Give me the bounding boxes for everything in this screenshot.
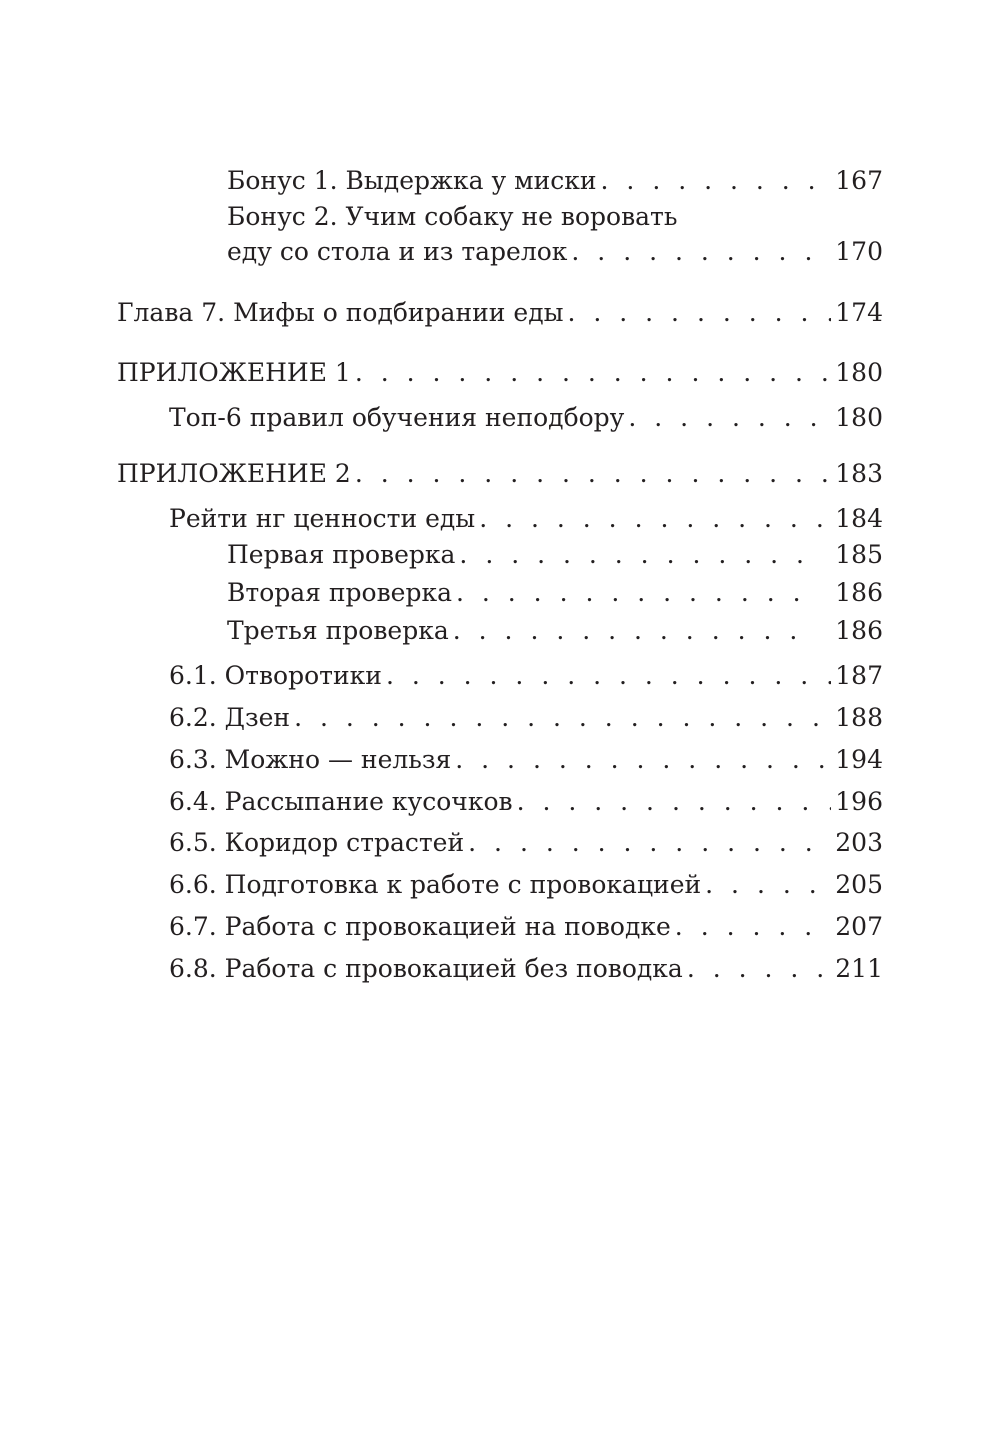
- toc-entry-page: 188: [835, 703, 883, 732]
- toc-entry-page: 186: [835, 578, 883, 607]
- toc-leader-dots: [459, 540, 817, 570]
- toc-leader-dots: [355, 459, 831, 489]
- toc-leader-dots: [479, 504, 831, 534]
- toc-entry-title: 6.3. Можно — нельзя: [169, 745, 452, 774]
- toc-entry-bonus-2: [227, 237, 883, 267]
- toc-leader-dots: [601, 166, 818, 196]
- toc-entry-page: 167: [835, 166, 883, 195]
- toc-entry-title: Топ-6 правил обучения неподбору: [169, 403, 625, 432]
- toc-entry-title: Первая проверка: [227, 540, 456, 569]
- toc-entry-page: 185: [835, 540, 883, 569]
- toc-entry-page: 203: [835, 828, 883, 857]
- toc-entry-check-1: [227, 540, 883, 570]
- toc-leader-dots: [571, 237, 817, 267]
- toc-entry-6-6: [169, 870, 883, 900]
- toc-leader-dots: [294, 703, 831, 733]
- toc-entry-title: ПРИЛОЖЕНИЕ 2: [117, 459, 351, 488]
- toc-entry-title: еду со стола и из тарелок: [227, 237, 568, 266]
- toc-entry-title: 6.5. Коридор страстей: [169, 828, 465, 857]
- toc-entry-appendix-2: [117, 459, 883, 489]
- toc-entry-title: Третья проверка: [227, 616, 449, 645]
- toc-entry-page: 184: [835, 504, 883, 533]
- toc-leader-dots: [517, 787, 832, 817]
- toc-leader-dots: [628, 403, 831, 433]
- toc-entry-title: 6.1. Отворотики: [169, 661, 382, 690]
- toc-entry-6-4: [169, 787, 883, 817]
- toc-leader-dots: [456, 578, 817, 608]
- toc-entry-6-1: [169, 661, 883, 691]
- toc-entry-bonus-1: [227, 166, 883, 196]
- toc-leader-dots: [386, 661, 831, 691]
- toc-leader-dots: [453, 616, 818, 646]
- toc-entry-page: 207: [835, 912, 883, 941]
- toc-entry-page: 183: [835, 459, 883, 488]
- toc-entry-title: 6.8. Работа с провокацией без поводка: [169, 954, 683, 983]
- toc-entry-6-2: [169, 703, 883, 733]
- toc-entry-rating: [169, 504, 883, 534]
- toc-entry-6-8: [169, 954, 883, 984]
- toc-entry-chapter-7: [117, 298, 883, 328]
- toc-entry-page: 170: [835, 237, 883, 266]
- toc-leader-dots: [355, 358, 831, 388]
- toc-entry-title: 6.2. Дзен: [169, 703, 291, 732]
- toc-entry-top6: [169, 403, 883, 433]
- toc-entry-page: 194: [835, 745, 883, 774]
- toc-entry-6-7: [169, 912, 883, 942]
- toc-entry-title: 6.6. Подготовка к работе с провокацией: [169, 870, 702, 899]
- toc-entry-page: 180: [835, 358, 883, 387]
- toc-entry-title: ПРИЛОЖЕНИЕ 1: [117, 358, 351, 387]
- toc-entry-title: 6.4. Рассыпание кусочков: [169, 787, 513, 816]
- toc-leader-dots: [567, 298, 831, 328]
- toc-entry-6-3: [169, 745, 883, 775]
- toc-entry-title: Рейти нг ценности еды: [169, 504, 476, 533]
- toc-leader-dots: [687, 954, 831, 984]
- toc-entry-6-5: [169, 828, 883, 858]
- toc-entry-page: 196: [835, 787, 883, 816]
- toc-entry-page: 186: [835, 616, 883, 645]
- toc-leader-dots: [705, 870, 831, 900]
- toc-entry-check-2: [227, 578, 883, 608]
- toc-entry-appendix-1: [117, 358, 883, 388]
- toc-entry-page: 205: [835, 870, 883, 899]
- toc-entry-page: 180: [835, 403, 883, 432]
- toc-entry-title: 6.7. Работа с провокацией на поводке: [169, 912, 671, 941]
- toc-entry-bonus-2-line1: Бонус 2. Учим собаку не воровать: [227, 202, 678, 231]
- toc-leader-dots: [675, 912, 831, 942]
- toc-leader-dots: [468, 828, 831, 858]
- toc-entry-title: Глава 7. Мифы о подбирании еды: [117, 298, 564, 327]
- toc-entry-check-3: [227, 616, 883, 646]
- toc-leader-dots: [455, 745, 831, 775]
- toc-entry-page: 211: [835, 954, 883, 983]
- toc-entry-page: 187: [835, 661, 883, 690]
- toc-entry-page: 174: [835, 298, 883, 327]
- toc-entry-title: Вторая проверка: [227, 578, 452, 607]
- toc-entry-title: Бонус 1. Выдержка у миски: [227, 166, 597, 195]
